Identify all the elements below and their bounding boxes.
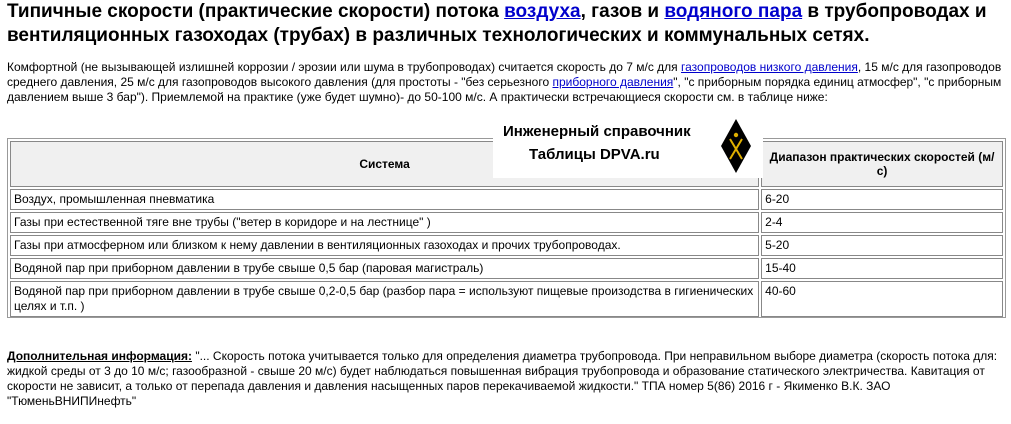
air-link[interactable]: воздуха — [504, 1, 581, 22]
table-row — [10, 281, 1003, 317]
page-title — [7, 0, 1007, 48]
additional-info — [7, 349, 1002, 409]
intro-paragraph — [7, 60, 1002, 105]
table-row — [10, 212, 1003, 233]
dpva-logo[interactable] — [493, 120, 763, 178]
gauge-pressure-link[interactable]: приборного давления — [552, 75, 674, 89]
cell-range: 40-60 — [761, 281, 1003, 317]
logo-line-1: Инженерный справочник — [503, 123, 691, 140]
intro-part-2: , 15 м/с для газопроводов среднего давления, 25 м/с для газопроводов высокого давления (для простоты - "без серьезного — [7, 60, 1002, 89]
logo-line-2: Таблицы DPVA.ru — [529, 146, 660, 163]
table-row — [10, 258, 1003, 279]
cell-system: Газы при атмосферном или близком к нему давлении в вентиляционных газоходах и прочих трубопроводах. — [10, 235, 759, 256]
additional-info-text: "... Скорость потока учитывается только для определения диаметра трубопровода. При неправильном выборе диаметра (скорость потока для: жидкой среды от 3 до 10 м/с; газообразной - свыше 20 м/с) будет наблюдаться повышенная вибрация трубопровода и образование статического электричества. Кавитация от скорости не зависит, а только от перепада давления и давления насыщенных паров перекачиваемой жидкости." ТПА номер 5(86) 2016 г - Якименко В.К. ЗАО "ТюменьВНИПИнефть" — [7, 349, 998, 408]
header-range: Диапазон практических скоростей (м/с) — [761, 141, 1003, 187]
cell-range: 5-20 — [761, 235, 1003, 256]
cell-system: Водяной пар при приборном давлении в трубе свыше 0,2-0,5 бар (разбор пара = используют пищевые произодства в гигиенических целях и т.п. ) — [10, 281, 759, 317]
cell-system: Водяной пар при приборном давлении в трубе свыше 0,5 бар (паровая магистраль) — [10, 258, 759, 279]
cell-system: Воздух, промышленная пневматика — [10, 189, 759, 210]
cell-range: 6-20 — [761, 189, 1003, 210]
cell-range: 2-4 — [761, 212, 1003, 233]
header-system: Система — [10, 141, 759, 187]
additional-info-label: Дополнительная информация: — [7, 349, 192, 363]
steam-link[interactable]: водяного пара — [664, 1, 803, 22]
table-row — [10, 235, 1003, 256]
low-pressure-gas-link[interactable]: газопроводов низкого давления — [681, 60, 858, 74]
title-part-1: Типичные скорости (практические скорости) потока — [7, 1, 505, 22]
compass-diamond-icon — [719, 117, 753, 175]
title-part-3: в трубопроводах и вентиляционных газоходах (трубах) в различных технологических и коммунальных сетях. — [7, 1, 987, 46]
intro-part-3: ", "с приборным порядка единиц атмосфер", "с приборным давлением выше 3 бар"). Приемлемой на практике (уже будет шумно)- до 50-100 м/с. А практически встречающиеся скорости см. в таблице ниже: — [7, 75, 1002, 104]
table-row — [10, 189, 1003, 210]
intro-part-1: Комфортной (не вызывающей излишней коррозии / эрозии или шума в трубопроводах) считается скорость до 7 м/с для — [7, 60, 682, 74]
cell-system: Газы при естественной тяге вне трубы ("ветер в коридоре и на лестнице" ) — [10, 212, 759, 233]
title-part-2: , газов и — [580, 1, 665, 22]
cell-range: 15-40 — [761, 258, 1003, 279]
